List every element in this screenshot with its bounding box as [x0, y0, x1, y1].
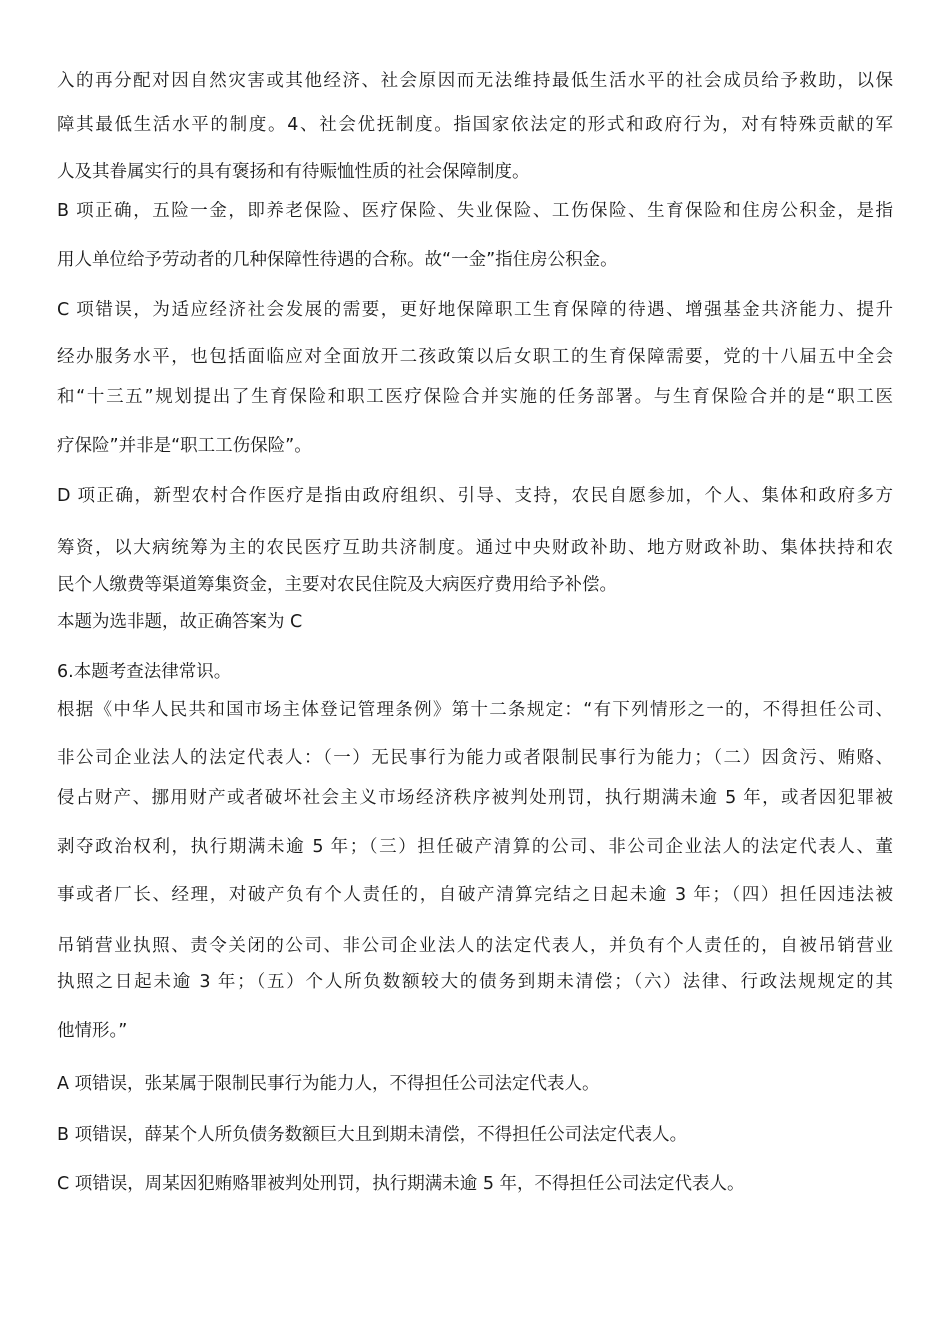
paragraph-line: 疗保险”并非是“职工工伤保险”。 — [57, 436, 312, 456]
paragraph-line: 本题为选非题，故正确答案为 C — [57, 612, 303, 632]
paragraph-line: D 项正确，新型农村合作医疗是指由政府组织、引导、支持，农民自愿参加，个人、集体和政府多方 — [57, 486, 893, 506]
paragraph-line: 根据《中华人民共和国市场主体登记管理条例》第十二条规定：“有下列情形之一的，不得担任公司、 — [57, 700, 893, 720]
paragraph-line: 筹资，以大病统筹为主的农民医疗互助共济制度。通过中央财政补助、地方财政补助、集体扶持和农 — [57, 538, 893, 558]
paragraph-line: 剥夺政治权利，执行期满未逾 5 年；（三）担任破产清算的公司、非公司企业法人的法定代表人、董 — [57, 837, 893, 857]
paragraph-line: 事或者厂长、经理，对破产负有个人责任的，自破产清算完结之日起未逾 3 年；（四）担任因违法被 — [57, 885, 893, 905]
paragraph-line: 侵占财产、挪用财产或者破坏社会主义市场经济秩序被判处刑罚，执行期满未逾 5 年，或者因犯罪被 — [57, 788, 893, 808]
paragraph-line: 他情形。” — [57, 1021, 128, 1041]
paragraph-line: 执照之日起未逾 3 年；（五）个人所负数额较大的债务到期未清偿；（六）法律、行政法规规定的其 — [57, 972, 893, 992]
paragraph-line: 入的再分配对因自然灾害或其他经济、社会原因而无法维持最低生活水平的社会成员给予救助，以保 — [57, 71, 893, 91]
paragraph-line: C 项错误，周某因犯贿赂罪被判处刑罚，执行期满未逾 5 年，不得担任公司法定代表人。 — [57, 1174, 745, 1194]
paragraph-line: 用人单位给予劳动者的几种保障性待遇的合称。故“一金”指住房公积金。 — [57, 250, 618, 270]
paragraph-line: B 项错误，薛某个人所负债务数额巨大且到期未清偿，不得担任公司法定代表人。 — [57, 1125, 688, 1145]
paragraph-line: 和“十三五”规划提出了生育保险和职工医疗保险合并实施的任务部署。与生育保险合并的是“职工医 — [57, 387, 893, 407]
paragraph-line: 非公司企业法人的法定代表人：（一）无民事行为能力或者限制民事行为能力；（二）因贪污、贿赂、 — [57, 748, 893, 768]
section-heading: 6.本题考查法律常识。 — [57, 662, 232, 682]
paragraph-line: A 项错误，张某属于限制民事行为能力人，不得担任公司法定代表人。 — [57, 1074, 600, 1094]
paragraph-line: 经办服务水平，也包括面临应对全面放开二孩政策以后女职工的生育保障需要，党的十八届五中全会 — [57, 347, 893, 367]
paragraph-line: 吊销营业执照、责令关闭的公司、非公司企业法人的法定代表人，并负有个人责任的，自被吊销营业 — [57, 936, 893, 956]
paragraph-line: 民个人缴费等渠道筹集资金，主要对农民住院及大病医疗费用给予补偿。 — [57, 575, 617, 595]
paragraph-line: 障其最低生活水平的制度。4、社会优抚制度。指国家依法定的形式和政府行为，对有特殊贡献的军 — [57, 115, 893, 135]
paragraph-line: 人及其眷属实行的具有褒扬和有待赈恤性质的社会保障制度。 — [57, 162, 530, 182]
paragraph-line: C 项错误，为适应经济社会发展的需要，更好地保障职工生育保障的待遇、增强基金共济能力、提升 — [57, 300, 893, 320]
paragraph-line: B 项正确，五险一金，即养老保险、医疗保险、失业保险、工伤保险、生育保险和住房公积金，是指 — [57, 201, 893, 221]
